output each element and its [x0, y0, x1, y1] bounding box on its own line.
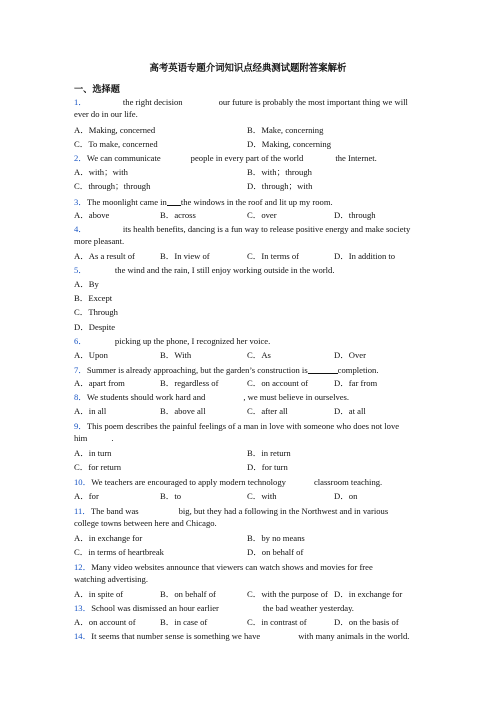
option-c: C．for return — [74, 462, 122, 472]
option-a: A．in spite of — [74, 589, 124, 599]
option-a: A．in all — [74, 406, 107, 416]
option-a: A．apart from — [74, 378, 125, 388]
question-14: 14．It seems that number sense is something we have with many animals in the world. — [74, 631, 410, 641]
option-b: B．by no means — [247, 533, 305, 543]
option-b: B．in case of — [160, 617, 208, 627]
option-b: B．Except — [74, 293, 113, 303]
question-7: 7．Summer is already approaching, but the garden’s construction is completion. — [74, 365, 379, 375]
option-b: B．with；through — [247, 167, 312, 177]
question-12-cont: watching advertising. — [74, 574, 148, 584]
option-c: C．on account of — [247, 378, 309, 388]
option-b: B．regardless of — [160, 378, 219, 388]
question-8: 8．We students should work hard and , we must believe in ourselves. — [74, 392, 350, 402]
question-1-cont: ever do in our life. — [74, 109, 138, 119]
option-b: B．in return — [247, 448, 291, 458]
question-11: 11．The band was big, but they had a following in the Northwest and in various — [74, 506, 389, 516]
option-b: B．to — [160, 491, 182, 501]
option-c: C．with the purpose of — [247, 589, 328, 599]
question-number: 1． — [74, 97, 87, 107]
option-b: B．Make, concerning — [247, 125, 324, 135]
option-d: D．Making, concerning — [247, 139, 332, 149]
option-c: C．To make, concerned — [74, 139, 158, 149]
option-d: D．on — [334, 491, 358, 501]
question-9: 9．This poem describes the painful feelings of a man in love with someone who does not love — [74, 421, 400, 431]
question-1: 1． the right decision our future is probably the most important thing we will — [74, 97, 408, 107]
option-c: C．Through — [74, 307, 118, 317]
option-c: C．over — [247, 210, 277, 220]
option-a: A．above — [74, 210, 110, 220]
option-d: D．on the basis of — [334, 617, 399, 627]
option-b: B．above all — [160, 406, 206, 416]
question-3: 3．The moonlight came in the windows in the roof and lit up my room. — [74, 197, 333, 207]
option-b: B．on behalf of — [160, 589, 216, 599]
option-b: B．In view of — [160, 251, 210, 261]
option-d: D．Over — [334, 350, 366, 360]
option-d: D．on behalf of — [247, 547, 304, 557]
option-d: D．for turn — [247, 462, 288, 472]
question-12: 12．Many video websites announce that viewers can watch shows and movies for free — [74, 562, 373, 572]
option-d: D．in exchange for — [334, 589, 403, 599]
option-a: A．in turn — [74, 448, 112, 458]
option-a: A．As a result of — [74, 251, 135, 261]
option-c: C．after all — [247, 406, 288, 416]
option-d: D．far from — [334, 378, 378, 388]
page-title: 高考英语专题介词知识点经典测试题附答案解析 — [149, 63, 347, 74]
option-c: C．with — [247, 491, 277, 501]
option-b: B．across — [160, 210, 196, 220]
question-5: 5． the wind and the rain, I still enjoy working outside in the world. — [74, 265, 335, 275]
option-a: A．on account of — [74, 617, 136, 627]
question-4-cont: more pleasant. — [74, 236, 125, 246]
option-a: A．with；with — [74, 167, 128, 177]
section-heading: 一、选择题 — [74, 84, 120, 95]
option-c: C．through；through — [74, 181, 151, 191]
option-a: A．Upon — [74, 350, 108, 360]
option-d: D．Despite — [74, 322, 116, 332]
question-13: 13．School was dismissed an hour earlier the bad weather yesterday. — [74, 603, 354, 613]
question-4: 4． its health benefits, dancing is a fun way to release positive energy and make society — [74, 224, 411, 234]
question-11-cont: college towns between here and Chicago. — [74, 518, 217, 528]
option-a: A．Making, concerned — [74, 125, 156, 135]
question-6: 6． picking up the phone, I recognized her voice. — [74, 336, 271, 346]
option-b: B．With — [160, 350, 192, 360]
question-9-cont: him . — [74, 433, 114, 443]
option-c: C．As — [247, 350, 271, 360]
option-c: C．in contrast of — [247, 617, 307, 627]
option-c: C．in terms of heartbreak — [74, 547, 164, 557]
option-a: A．for — [74, 491, 99, 501]
option-a: A．By — [74, 279, 99, 289]
option-d: D．through；with — [247, 181, 313, 191]
option-d: D．through — [334, 210, 376, 220]
option-c: C．In terms of — [247, 251, 300, 261]
option-d: D．at all — [334, 406, 366, 416]
option-a: A．in exchange for — [74, 533, 143, 543]
option-d: D．In addition to — [334, 251, 396, 261]
question-10: 10．We teachers are encouraged to apply modern technology classroom teaching. — [74, 477, 383, 487]
question-2: 2．We can communicate people in every part of the world the Internet. — [74, 153, 377, 163]
